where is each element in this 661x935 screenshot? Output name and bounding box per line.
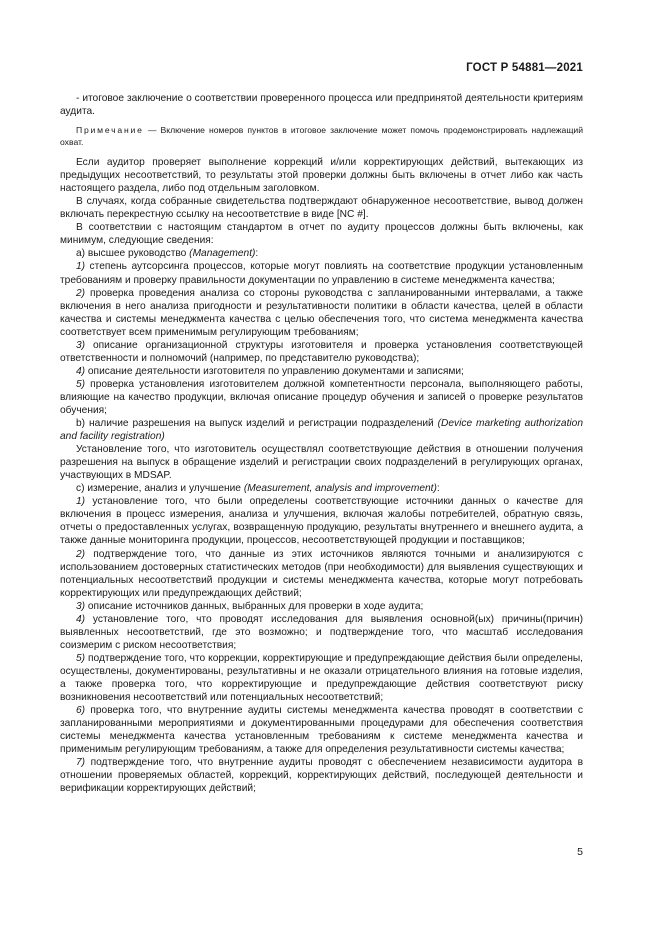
item-text: проверка того, что внутренние аудиты системы менеджмента качества проводят в соответствии с запланированными мероприятиями и документированными процедурами для обеспечения соответствия системы менеджмента качества установленным требованиям к системе менеджмента качества и применимым регулирующим требованиям, а также для определения результативности системы качества; — [60, 705, 583, 756]
list-item — [60, 287, 583, 339]
paragraph: В соответствии с настоящим стандартом в отчет по аудиту процессов должны быть включены, как минимум, следующие сведения: — [60, 222, 583, 247]
item-number: 3) — [76, 600, 86, 612]
list-item — [60, 704, 583, 756]
list-item — [60, 365, 583, 378]
item-number: 4) — [76, 613, 86, 625]
list-item — [60, 260, 583, 286]
section-term: (Management) — [189, 248, 256, 260]
list-item — [60, 339, 583, 365]
paragraph: Если аудитор проверяет выполнение коррекций и/или корректирующих действий, вытекающих из предыдущих несоответствий, то результаты этой проверки должны быть включены в отчет либо как часть настоящего раздела, либо под отдельным заголовком. — [60, 157, 583, 195]
section-b — [60, 417, 583, 443]
item-number: 1) — [76, 496, 86, 508]
item-text: степень аутсорсинга процессов, которые могут повлиять на соответствие продукции установленным требованиям и проверку правильности документации по управлению в системе менеджмента качества; — [60, 261, 583, 286]
item-text: установление того, что были определены соответствующие источники данных о качестве для включения в процесс измерения, анализа и улучшения, включая жалобы потребителей, обратную связь, отчеты о предоставленных услугах, возвращенную продукцию, результаты внутреннего и внешнего аудита, а также данные мониторинга продукции, процессов, несоответствующей продукции и поставщиков; — [60, 496, 583, 547]
item-text: описание деятельности изготовителя по управлению документами и записями; — [85, 365, 464, 377]
item-text: описание источников данных, выбранных для проверки в ходе аудита; — [85, 600, 424, 612]
list-item — [60, 652, 583, 704]
note — [60, 124, 583, 148]
item-number: 4) — [76, 365, 86, 377]
section-label: a) высшее руководство — [76, 248, 190, 260]
list-item — [60, 548, 583, 600]
item-number: 6) — [76, 705, 86, 717]
page-number: 5 — [577, 846, 583, 858]
item-text: установление того, что проводят исследования для выявления основной(ых) причины(причин) выявленных несоответствий, где это возможно; и подтверждение того, что масштаб исследования соизмерим с риском несоответствия; — [60, 613, 583, 651]
list-item — [60, 378, 583, 417]
paragraph: Установление того, что изготовитель осуществлял соответствующие действия в отношении получения разрешения на выпуск в обращение изделий и регистрации своих подразделений в регулирующих органах, участвующих в MDSAP. — [60, 444, 583, 482]
note-label: Примечание — [76, 125, 144, 136]
document-body — [60, 92, 583, 795]
section-term: (Device marketing authorization and facility registration) — [60, 418, 583, 443]
section-label: c) измерение, анализ и улучшение — [76, 483, 244, 495]
item-number: 3) — [76, 339, 86, 351]
list-item — [60, 600, 583, 613]
item-number: 2) — [76, 287, 86, 299]
section-c — [60, 482, 583, 495]
item-text: описание организационной структуры изготовителя и проверка установления соответствующей ответственности и полномочий (например, по представителю руководства); — [60, 339, 583, 364]
item-text: подтверждение того, что внутренние аудиты проводят с обеспечением независимости аудитора в отношении проверяемых областей, коррекций, корректирующих действий, последующей деятельности и верификации корректирующих действий; — [60, 757, 583, 795]
item-text: проверка проведения анализа со стороны руководства с запланированными интервалами, а также включения в него анализа пригодности и результативности политики в области качества, целей в области качества и системы менеджмента качества с целью обеспечения того, что система менеджмента качества соответствует всем применимым регулирующим требованиям; — [60, 287, 583, 338]
standard-id: ГОСТ Р 54881—2021 — [466, 62, 583, 74]
list-item — [60, 613, 583, 652]
item-number: 1) — [76, 261, 86, 273]
item-number: 7) — [76, 757, 86, 769]
list-item — [60, 756, 583, 795]
paragraph: В случаях, когда собранные свидетельства подтверждают обнаруженное несоответствие, вывод должен включать перекрестную ссылку на несоответствие в виде [NC #]. — [60, 196, 583, 221]
paragraph: - итоговое заключение о соответствии проверенного процесса или предпринятой деятельности критериям аудита. — [60, 93, 583, 118]
item-text: подтверждение того, что данные из этих источников являются точными и анализируются с использованием достоверных статистических методов (при необходимости) для выявления существующих и потенциальных несоответствий продукции и системы менеджмента качества, которые могут потребовать корректирующих или предупреждающих действий; — [60, 548, 583, 599]
item-number: 5) — [76, 652, 86, 664]
item-number: 2) — [76, 548, 86, 560]
item-text: подтверждение того, что коррекции, корректирующие и предупреждающие действия были определены, осуществлены, документированы, результативны и не оказали отрицательного влияния на готовые изделия, а также проверка того, что корректирующие и предупреждающие действия соответствуют риску возникновения несоответствий или потенциальных несоответствий; — [60, 652, 583, 704]
section-label: b) наличие разрешения на выпуск изделий и регистрации подразделений — [76, 418, 438, 430]
section-term: (Measurement, analysis and improvement) — [243, 483, 437, 495]
section-a — [60, 247, 583, 260]
item-number: 5) — [76, 378, 86, 390]
item-text: проверка установления изготовителем должной компетентности персонала, выполняющего работы, влияющие на качество продукции, включая описание процедур обучения и записей о проверке результатов обучения; — [60, 378, 583, 416]
section-tail: : — [255, 248, 259, 260]
list-item — [60, 495, 583, 547]
section-tail: : — [436, 483, 440, 495]
note-text: — Включение номеров пунктов в итоговое заключение может помочь продемонстрировать надлежащий охват. — [60, 125, 583, 148]
